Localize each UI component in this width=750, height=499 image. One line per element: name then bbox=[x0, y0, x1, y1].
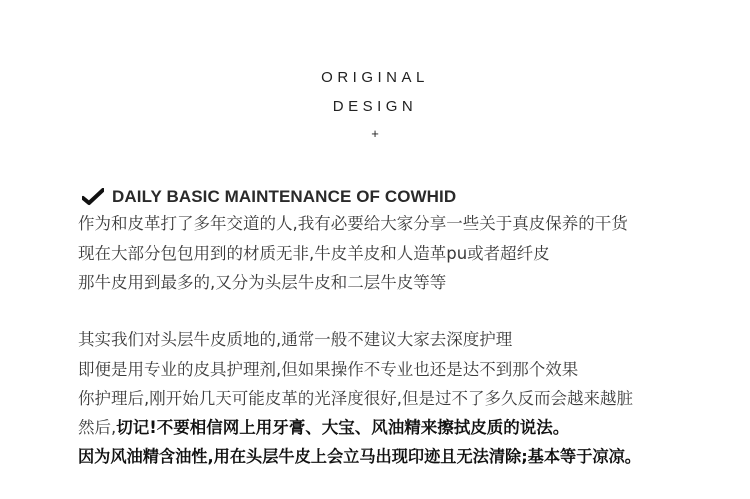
warning-text: 切记!不要相信网上用牙膏、大宝、风油精来擦拭皮质的说法。 bbox=[116, 418, 570, 437]
checkmark-icon bbox=[82, 188, 104, 206]
brand-line-original: ORIGINAL bbox=[321, 69, 429, 86]
warning-prefix: 然后, bbox=[78, 418, 117, 437]
paragraph-line: 作为和皮革打了多年交道的人,我有必要给大家分享一些关于真皮保养的干货 bbox=[78, 214, 628, 233]
paragraph-line: 即便是用专业的皮具护理剂,但如果操作不专业也还是达不到那个效果 bbox=[78, 360, 579, 379]
brand-line-design: DESIGN bbox=[332, 98, 418, 115]
paragraph-line: 其实我们对头层牛皮质地的,通常一般不建议大家去深度护理 bbox=[78, 330, 513, 349]
section-heading bbox=[82, 187, 456, 207]
plus-mark: + bbox=[371, 126, 379, 141]
paragraph-line-warning bbox=[78, 417, 569, 439]
paragraph-line: 现在大部分包包用到的材质无非,牛皮羊皮和人造革pu或者超纤皮 bbox=[78, 244, 550, 263]
paragraph-line: 你护理后,刚开始几天可能皮革的光泽度很好,但是过不了多久反而会越来越脏 bbox=[78, 389, 633, 408]
paragraph-line-bold: 因为风油精含油性,用在头层牛皮上会立马出现印迹且无法清除;基本等于凉凉。 bbox=[78, 447, 641, 466]
paragraph-line: 那牛皮用到最多的,又分为头层牛皮和二层牛皮等等 bbox=[78, 273, 447, 292]
section-title: DAILY BASIC MAINTENANCE OF COWHID bbox=[112, 187, 457, 206]
